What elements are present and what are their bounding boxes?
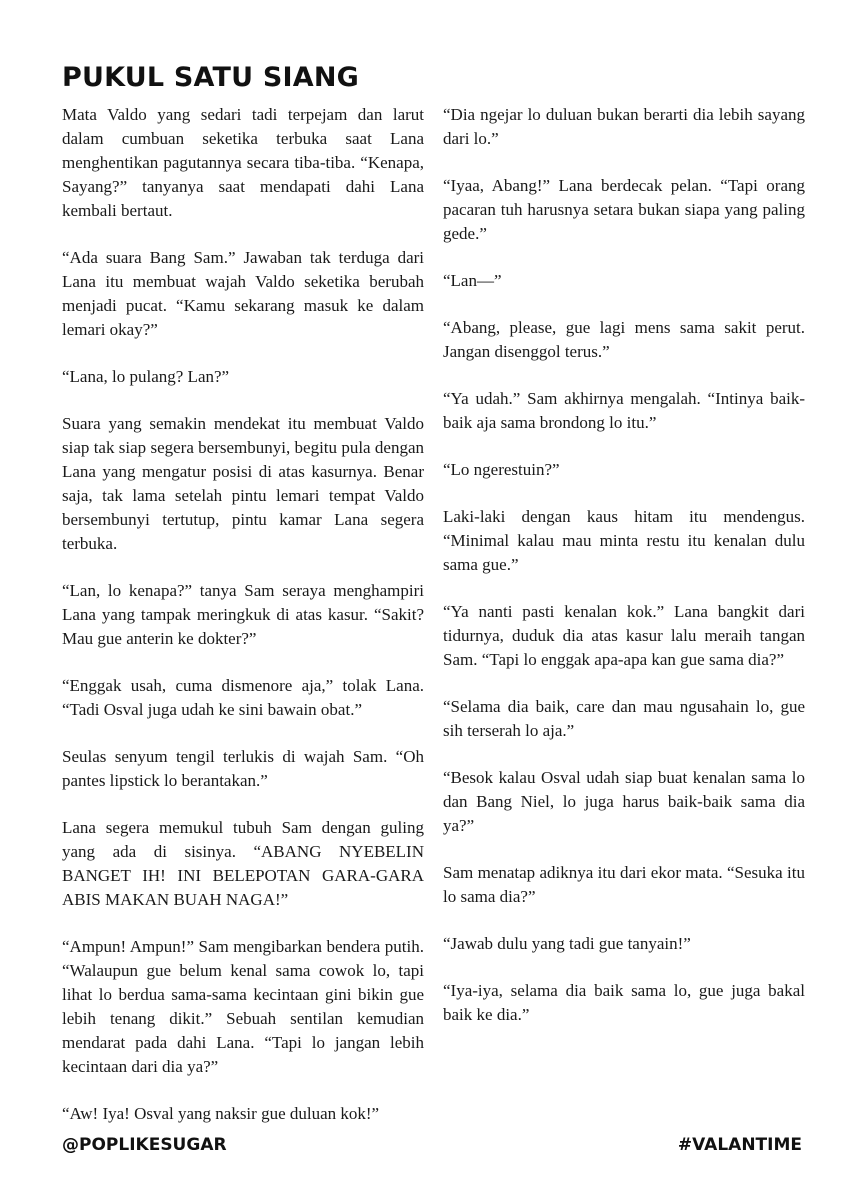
left-column: [62, 103, 424, 1149]
page-title: PUKUL SATU SIANG: [62, 62, 360, 93]
paragraph: “Iya-iya, selama dia baik sama lo, gue juga bakal baik ke dia.”: [443, 981, 805, 1024]
paragraph: “Ampun! Ampun!” Sam mengibarkan bendera putih. “Walaupun gue belum kenal sama cowok lo, tapi lihat lo berdua sama-sama kecintaan gini bikin gue lebih tenang dikit.” Sebuah sentilan kemudian mendarat pada dahi Lana. “Tapi lo jangan lebih kecintaan dari dia ya?”: [62, 937, 424, 1076]
paragraph: “Selama dia baik, care dan mau ngusahain lo, gue sih terserah lo aja.”: [443, 697, 805, 740]
paragraph: “Abang, please, gue lagi mens sama sakit perut. Jangan disenggol terus.”: [443, 318, 805, 361]
paragraph: “Ada suara Bang Sam.” Jawaban tak terduga dari Lana itu membuat wajah Valdo seketika berubah menjadi pucat. “Kamu sekarang masuk ke dalam lemari okay?”: [62, 248, 424, 339]
paragraph: “Aw! Iya! Osval yang naksir gue duluan kok!”: [62, 1104, 380, 1123]
paragraph: “Ya udah.” Sam akhirnya mengalah. “Intinya baik-baik aja sama brondong lo itu.”: [443, 389, 805, 432]
paragraph: Suara yang semakin mendekat itu membuat Valdo siap tak siap segera bersembunyi, begitu pula dengan Lana yang mengatur posisi di atas kasurnya. Benar saja, tak lama setelah pintu lemari tempat Valdo bersembunyi tertutup, pintu kamar Lana segera terbuka.: [62, 414, 424, 553]
footer-author-handle: @POPLIKESUGAR: [62, 1135, 227, 1155]
paragraph: “Lo ngerestuin?”: [443, 460, 560, 479]
footer-hashtag: #VALANTIME: [677, 1135, 802, 1155]
right-column: [443, 103, 805, 1050]
paragraph: “Enggak usah, cuma dismenore aja,” tolak Lana. “Tadi Osval juga udah ke sini bawain obat.”: [62, 676, 424, 719]
paragraph: “Ya nanti pasti kenalan kok.” Lana bangkit dari tidurnya, duduk dia atas kasur lalu meraih tangan Sam. “Tapi lo enggak apa-apa kan gue sama dia?”: [443, 602, 805, 669]
paragraph: “Lana, lo pulang? Lan?”: [62, 367, 230, 386]
paragraph: Lana segera memukul tubuh Sam dengan guling yang ada di sisinya. “ABANG NYEBELIN BANGET IH! INI BELEPOTAN GARA-GARA ABIS MAKAN BUAH NAGA!”: [62, 818, 424, 909]
paragraph: “Besok kalau Osval udah siap buat kenalan sama lo dan Bang Niel, lo juga harus baik-baik sama dia ya?”: [443, 768, 805, 835]
paragraph: Seulas senyum tengil terlukis di wajah Sam. “Oh pantes lipstick lo berantakan.”: [62, 747, 424, 790]
paragraph: Laki-laki dengan kaus hitam itu mendengus. “Minimal kalau mau minta restu itu kenalan dulu sama gue.”: [443, 507, 805, 574]
paragraph: “Lan, lo kenapa?” tanya Sam seraya menghampiri Lana yang tampak meringkuk di atas kasur. “Sakit? Mau gue anterin ke dokter?”: [62, 581, 424, 648]
paragraph: “Lan—”: [443, 271, 502, 290]
paragraph: “Jawab dulu yang tadi gue tanyain!”: [443, 934, 691, 953]
paragraph: Mata Valdo yang sedari tadi terpejam dan larut dalam cumbuan seketika terbuka saat Lana menghentikan pagutannya secara tiba-tiba. “Kenapa, Sayang?” tanyanya saat mendapati dahi Lana kembali bertaut.: [62, 105, 424, 220]
paragraph: “Iyaa, Abang!” Lana berdecak pelan. “Tapi orang pacaran tuh harusnya setara bukan siapa yang paling gede.”: [443, 176, 805, 243]
paragraph: Sam menatap adiknya itu dari ekor mata. “Sesuka itu lo sama dia?”: [443, 863, 805, 906]
paragraph: “Dia ngejar lo duluan bukan berarti dia lebih sayang dari lo.”: [443, 105, 805, 148]
